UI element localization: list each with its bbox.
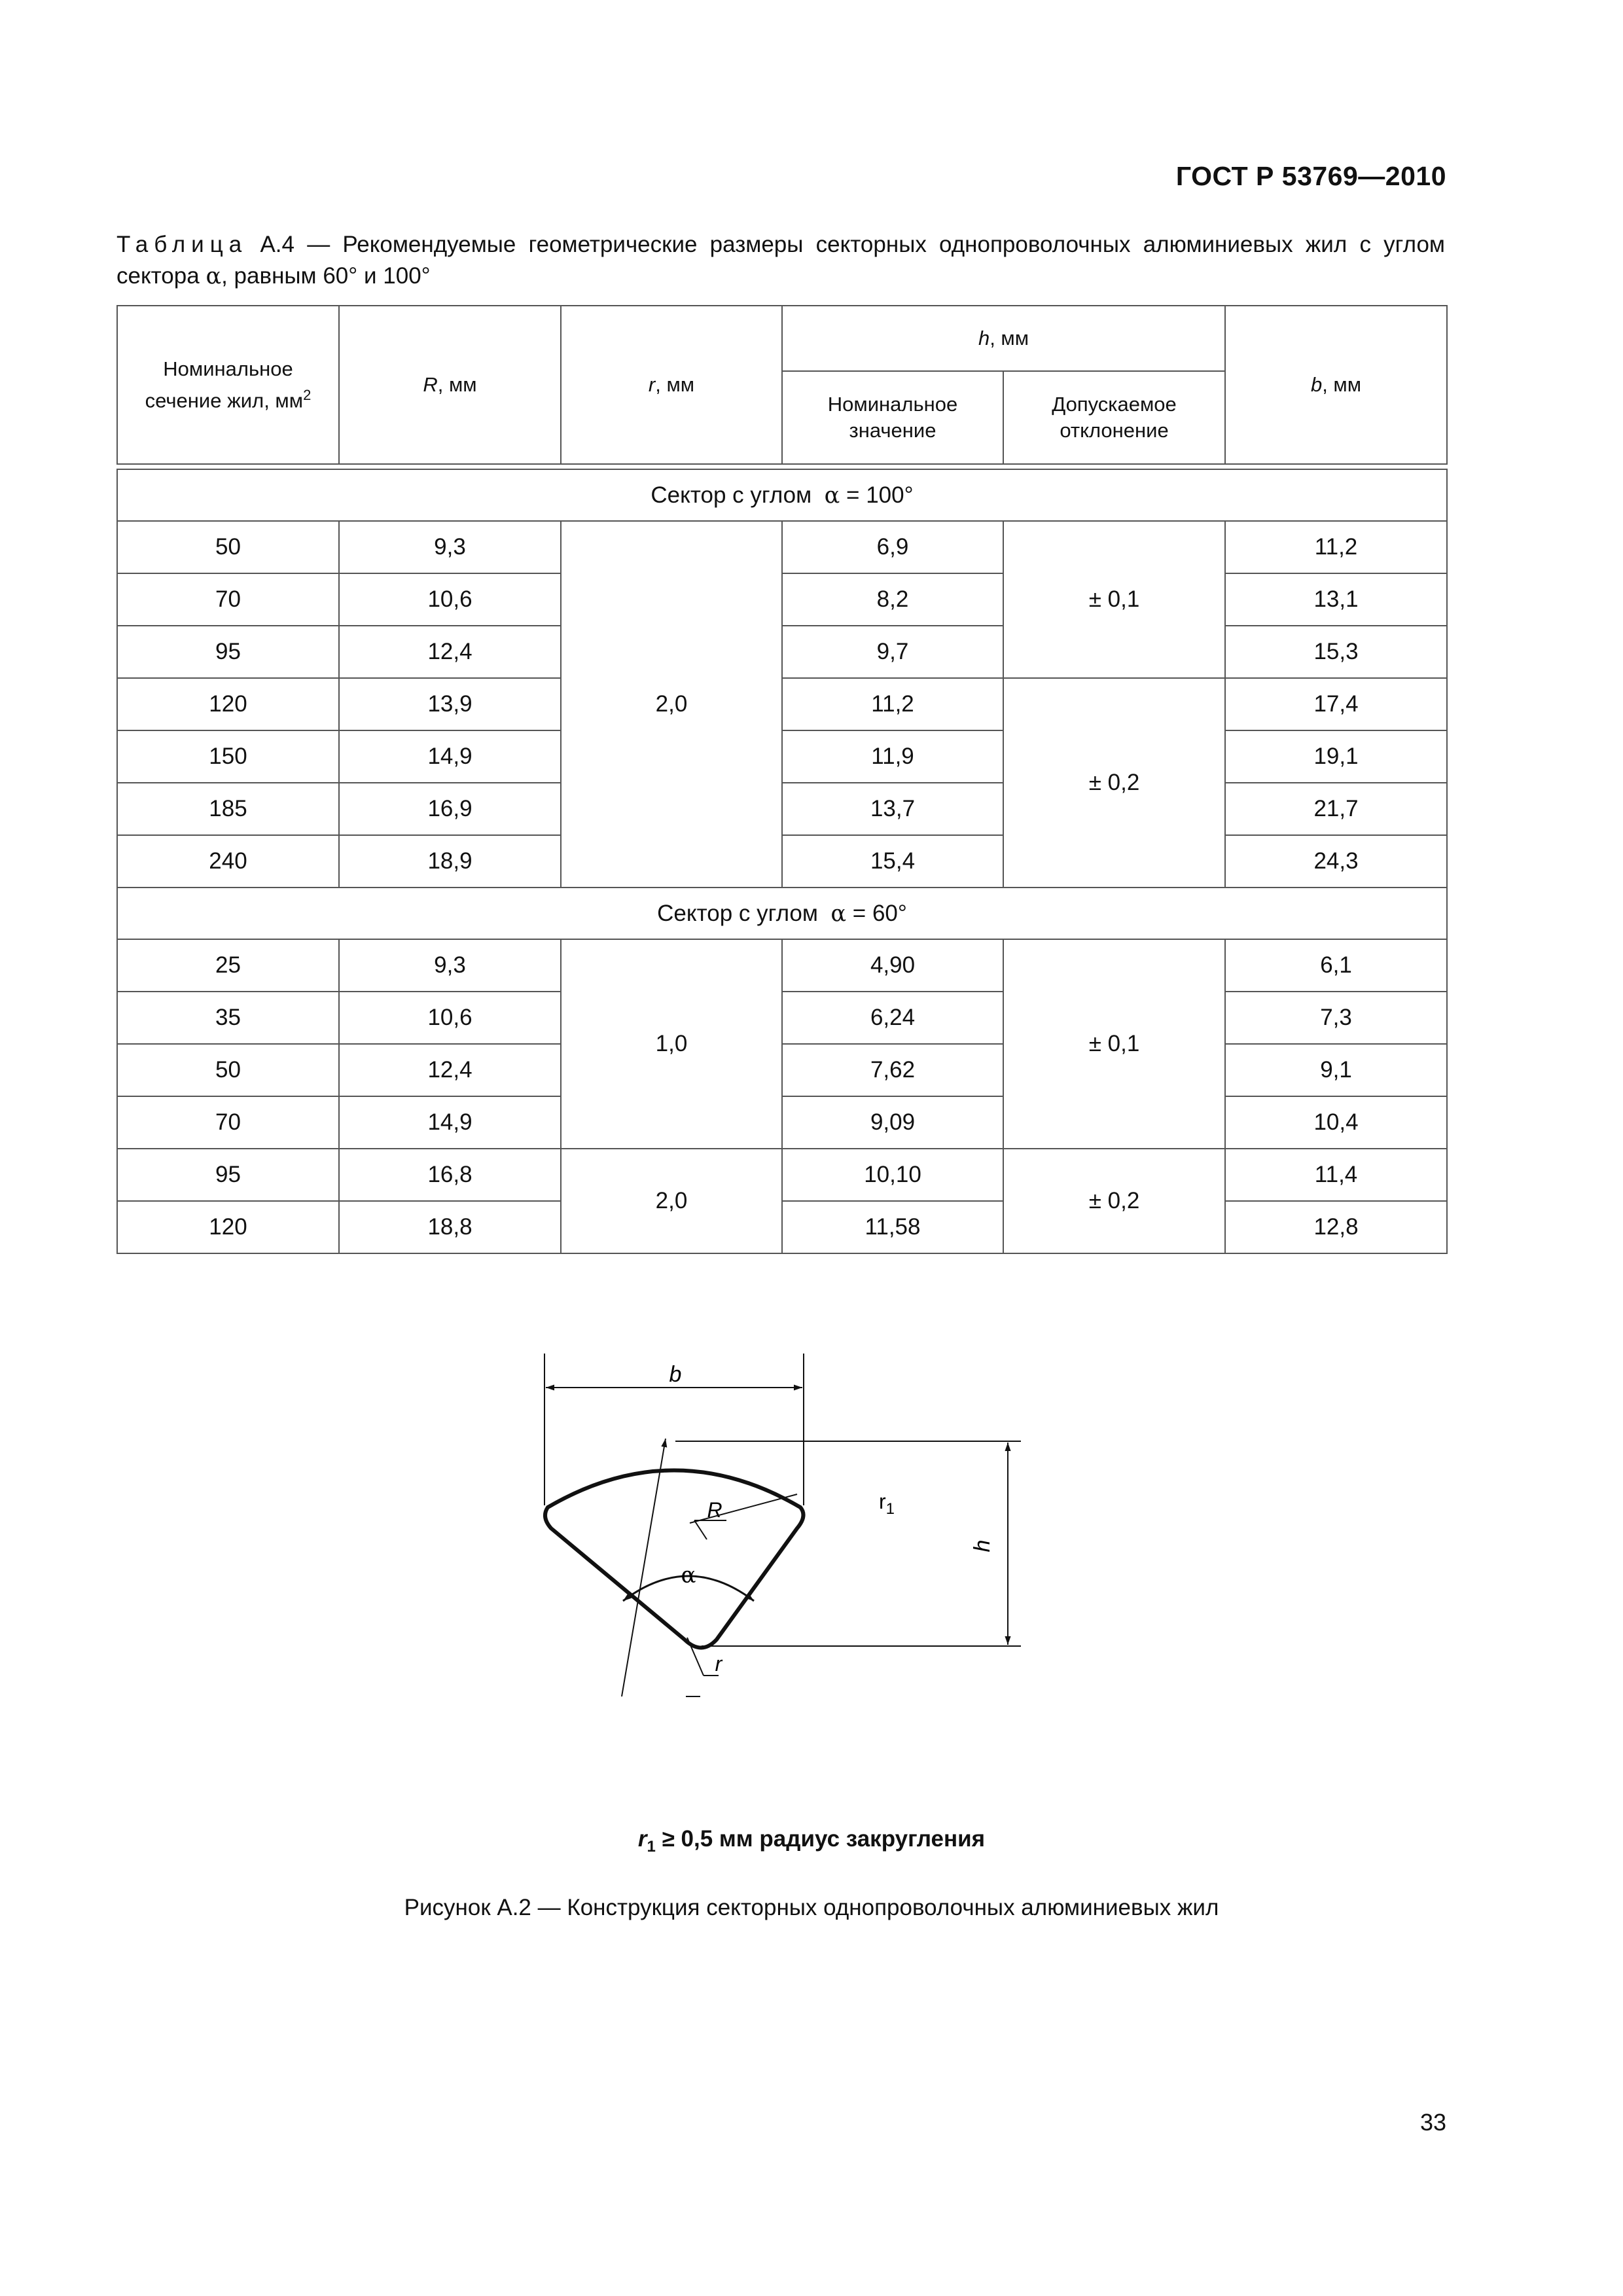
table-cell: 12,8: [1225, 1201, 1447, 1253]
table-caption-text-end: , равным 60° и 100°: [221, 263, 431, 289]
label-r: r: [715, 1652, 722, 1676]
dimensions-table: [116, 305, 1448, 1254]
table-cell: 11,4: [1225, 1149, 1447, 1201]
table-row: [117, 521, 1447, 573]
table-row: [117, 783, 1447, 835]
table-row: [117, 1149, 1447, 1201]
label-b: b: [669, 1362, 682, 1387]
label-alpha: α: [681, 1562, 696, 1588]
table-cell: 10,6: [339, 573, 561, 626]
table-cell: 10,4: [1225, 1096, 1447, 1149]
cell-tol-100-1: ± 0,1: [1003, 521, 1225, 678]
table-cell: 9,3: [339, 939, 561, 992]
table-row: [117, 992, 1447, 1044]
table-cell: 14,9: [339, 1096, 561, 1149]
table-row: [117, 626, 1447, 678]
figure-caption: Рисунок А.2 — Конструкция секторных однопроволочных алюминиевых жил: [404, 1895, 1219, 1920]
table-cell: 25: [117, 939, 339, 992]
table-caption-label: Таблица: [116, 232, 248, 257]
table-cell: 16,8: [339, 1149, 561, 1201]
table-cell: 18,9: [339, 835, 561, 888]
table-cell: 21,7: [1225, 783, 1447, 835]
table-caption-alpha: α: [205, 263, 222, 289]
table-cell: 9,1: [1225, 1044, 1447, 1096]
header-h-tolerance: Допускаемое отклонение: [1003, 371, 1225, 464]
table-cell: 70: [117, 573, 339, 626]
table-cell: 9,7: [782, 626, 1003, 678]
sector-conductor-drawing: [458, 1342, 1086, 1813]
table-cell: 14,9: [339, 730, 561, 783]
table-cell: Сектор с углом α = 100°: [117, 469, 1447, 521]
table-row: [117, 573, 1447, 626]
table-cell: 12,4: [339, 626, 561, 678]
table-cell: 95: [117, 1149, 339, 1201]
page-number: 33: [1419, 2109, 1446, 2136]
r-leader: [687, 1638, 704, 1676]
table-row: [117, 1096, 1447, 1149]
table-cell: 11,2: [1225, 521, 1447, 573]
table-cell: Сектор с углом α = 60°: [117, 888, 1447, 939]
cell-r-60-2: 2,0: [561, 1149, 782, 1253]
table-cell: 35: [117, 992, 339, 1044]
table-cell: 6,24: [782, 992, 1003, 1044]
table-cell: 8,2: [782, 573, 1003, 626]
table-row: [117, 678, 1447, 730]
table-cell: 13,7: [782, 783, 1003, 835]
table-cell: 16,9: [339, 783, 561, 835]
table-cell: 13,9: [339, 678, 561, 730]
figure-note: $r_1 \ge 0,5$ мм радиус закругления: [637, 1826, 986, 1856]
table-cell: 11,58: [782, 1201, 1003, 1253]
table-cell: 9,09: [782, 1096, 1003, 1149]
table-cell: 13,1: [1225, 573, 1447, 626]
table-cell: 95: [117, 626, 339, 678]
label-r1: $r_1$: [878, 1490, 895, 1518]
standard-number: ГОСТ Р 53769—2010: [1175, 161, 1446, 191]
table-cell: 7,3: [1225, 992, 1447, 1044]
R-line: [622, 1439, 666, 1696]
header-row-1: [117, 306, 1447, 371]
table-cell: 240: [117, 835, 339, 888]
sector-outline: [546, 1474, 802, 1648]
table-row: [117, 730, 1447, 783]
table-cell: 19,1: [1225, 730, 1447, 783]
table-cell: 6,9: [782, 521, 1003, 573]
table-cell: 150: [117, 730, 339, 783]
table-cell: 15,3: [1225, 626, 1447, 678]
table-cell: 10,10: [782, 1149, 1003, 1201]
table-cell: 11,9: [782, 730, 1003, 783]
table-cell: 120: [117, 1201, 339, 1253]
table-cell: 11,2: [782, 678, 1003, 730]
table-cell: 12,4: [339, 1044, 561, 1096]
cell-tol-60-1: ± 0,1: [1003, 939, 1225, 1149]
section-title-100: [117, 469, 1447, 521]
header-h: h, мм: [782, 306, 1225, 371]
R-leader-diag: [694, 1520, 707, 1539]
table-caption-number: А.4 —: [260, 232, 330, 257]
header-section: Номинальное сечение жил, $мм^2$: [117, 306, 339, 464]
header-r: r, мм: [561, 306, 782, 464]
cell-r-60-1: 1,0: [561, 939, 782, 1149]
cell-r-100: 2,0: [561, 521, 782, 888]
table-row: [117, 835, 1447, 888]
sector-outline: [545, 1471, 803, 1648]
table-row: [117, 1201, 1447, 1253]
section-title-60: [117, 888, 1447, 939]
table-cell: 18,8: [339, 1201, 561, 1253]
header-separator: [117, 464, 1447, 469]
table-cell: 15,4: [782, 835, 1003, 888]
label-h: h: [970, 1539, 995, 1552]
label-R: R: [707, 1498, 722, 1522]
header-h-nominal: Номинальное значение: [782, 371, 1003, 464]
table-cell: 10,6: [339, 992, 561, 1044]
table-row: [117, 1044, 1447, 1096]
table-cell: 185: [117, 783, 339, 835]
table-cell: 50: [117, 521, 339, 573]
header-R: R, мм: [339, 306, 561, 464]
cell-tol-60-2: ± 0,2: [1003, 1149, 1225, 1253]
table-cell: 24,3: [1225, 835, 1447, 888]
table-caption: [116, 229, 1445, 292]
table-cell: 7,62: [782, 1044, 1003, 1096]
table-cell: 70: [117, 1096, 339, 1149]
r1-arrow: [690, 1494, 797, 1523]
table-row: [117, 939, 1447, 992]
table-cell: 9,3: [339, 521, 561, 573]
table-cell: [117, 464, 1447, 469]
cell-tol-100-2: ± 0,2: [1003, 678, 1225, 888]
header-b: b, мм: [1225, 306, 1447, 464]
table-caption-text: Рекомендуемые геометрические размеры секторных однопроволочных алюминиевых жил с углом сектора: [116, 232, 1445, 289]
table-cell: 50: [117, 1044, 339, 1096]
table-cell: 120: [117, 678, 339, 730]
table-cell: 4,90: [782, 939, 1003, 992]
table-cell: 6,1: [1225, 939, 1447, 992]
table-cell: 17,4: [1225, 678, 1447, 730]
